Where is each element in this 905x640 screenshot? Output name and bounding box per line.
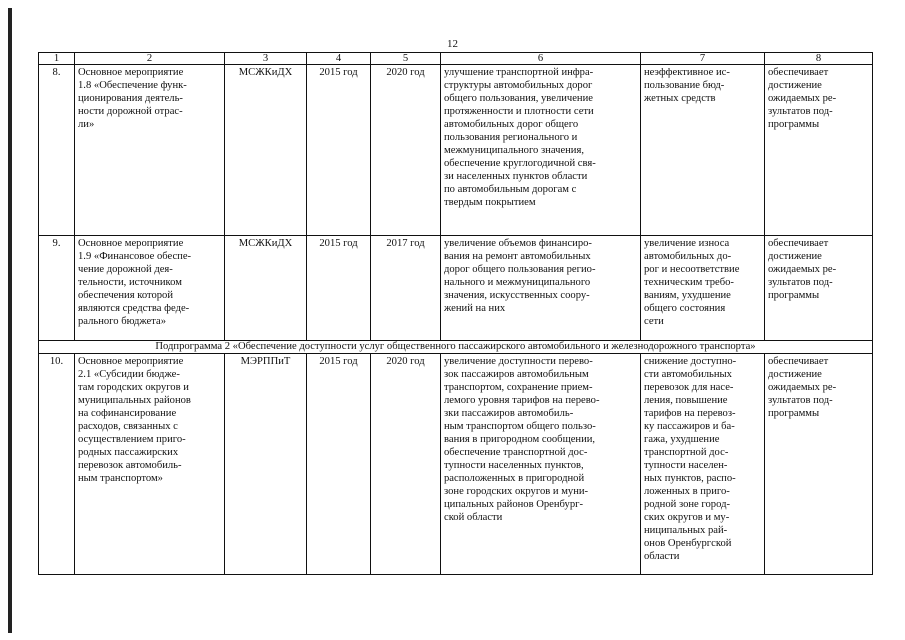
consequences-cell: увеличение износа автомобильных до- рог и несоответствие техническим требо- ваниям, ухудшение общего состояния сети [641,236,765,341]
column-header: 6 [441,53,641,65]
relation-cell: обеспечивает достижение ожидаемых ре- зультатов под- программы [765,65,873,236]
column-header: 2 [75,53,225,65]
expected-result-cell: увеличение объемов финансиро- вания на ремонт автомобильных дорог общего пользования регио- нального и межмуниципального значения, искусственных соору- жений на них [441,236,641,341]
end-year-cell: 2020 год [371,65,441,236]
measure-cell: Основное мероприятие 2.1 «Субсидии бюдже- там городских округов и муниципальных районов на софинансирование расходов, связанных с осуществлением приго- родных пассажирских перевозок автомобиль- ным транспортом» [75,354,225,575]
consequences-cell: снижение доступно- сти автомобильных перевозок для насе- ления, повышение тарифов на перевоз- ку пассажиров и ба- гажа, ухудшение транспортной дос- тупности населен- ных пунктов, распо- ложенных в приго- родной зоне город- ских округов и му- ниципальных рай- онов Оренбургской области [641,354,765,575]
subprogram-title: Подпрограмма 2 «Обеспечение доступности услуг общественного пассажирского автомобильного и железнодорожного транспорта» [39,341,873,354]
executor-cell: МСЖКиДХ [225,65,307,236]
scan-edge-bar [8,8,12,633]
relation-cell: обеспечивает достижение ожидаемых ре- зультатов под- программы [765,354,873,575]
table-row [39,65,873,236]
end-year-cell: 2017 год [371,236,441,341]
row-number: 9. [39,236,75,341]
start-year-cell: 2015 год [307,65,371,236]
row-number: 10. [39,354,75,575]
column-header: 5 [371,53,441,65]
column-header: 3 [225,53,307,65]
measure-cell: Основное мероприятие 1.9 «Финансовое обеспе- чение дорожной дея- тельности, источником обеспечения которой являются средства феде- рального бюджета» [75,236,225,341]
table-row [39,236,873,341]
column-header: 1 [39,53,75,65]
start-year-cell: 2015 год [307,354,371,575]
table-row [39,354,873,575]
start-year-cell: 2015 год [307,236,371,341]
consequences-cell: неэффективное ис- пользование бюд- жетных средств [641,65,765,236]
page-number: 12 [447,38,458,50]
executor-cell: МЭРППиТ [225,354,307,575]
measure-cell: Основное мероприятие 1.8 «Обеспечение функ- ционирования деятель- ности дорожной отрас- ли» [75,65,225,236]
expected-result-cell: улучшение транспортной инфра- структуры автомобильных дорог общего пользования, увеличение протяженности и плотности сети автомобильных дорог общего пользования регионального и межмуниципального значения, обеспечение круглогодичной свя- зи населенных пунктов области по автомобильным дорогам с твердым покрытием [441,65,641,236]
measures-table [38,52,873,575]
expected-result-cell: увеличение доступности перево- зок пассажиров автомобильным транспортом, сохранение прием- лемого уровня тарифов на перево- зки пассажиров автомобиль- ным транспортом общего пользо- вания в пригородном сообщении, обеспечение транспортной дос- тупности населенных пунктов, расположенных в пригородной зоне городских округов и муни- ципальных районов Оренбург- ской области [441,354,641,575]
row-number: 8. [39,65,75,236]
relation-cell: обеспечивает достижение ожидаемых ре- зультатов под- программы [765,236,873,341]
column-header: 8 [765,53,873,65]
column-header: 4 [307,53,371,65]
end-year-cell: 2020 год [371,354,441,575]
column-header: 7 [641,53,765,65]
subprogram-row [39,341,873,354]
table-header-row [39,53,873,65]
executor-cell: МСЖКиДХ [225,236,307,341]
